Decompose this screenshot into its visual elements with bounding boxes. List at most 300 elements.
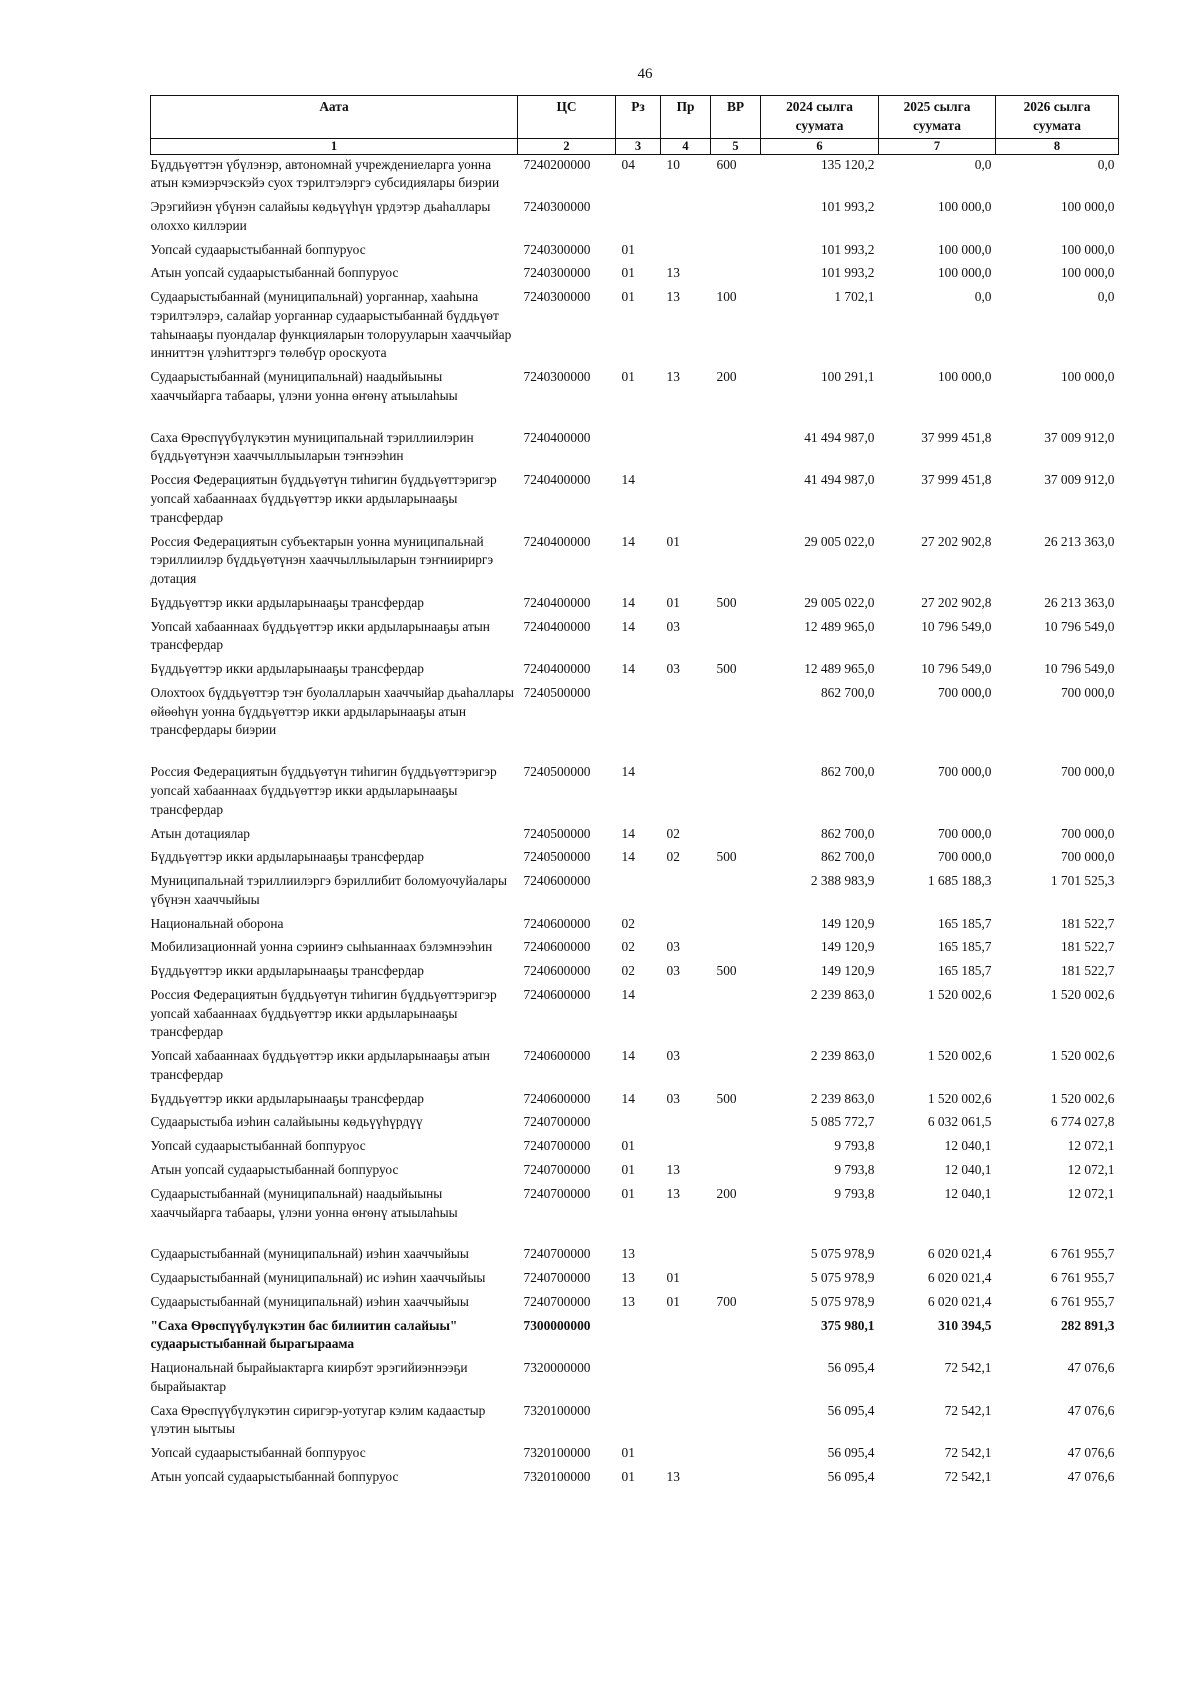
- row-amount-2026: 282 891,3: [1060, 1317, 1115, 1333]
- row-rz: [616, 1316, 661, 1359]
- row-rz: [616, 1401, 661, 1444]
- row-code: 7240400000: [523, 429, 591, 445]
- row-name: Судаарыстыбаннай (муниципальнай) иэһин хааччыйыы: [150, 1246, 469, 1262]
- row-amount-2024: 5 075 978,9: [810, 1293, 875, 1309]
- row-amount-2024: 100 291,1: [820, 369, 875, 385]
- row-pr: 01: [666, 1270, 680, 1286]
- row-pr: [661, 1112, 711, 1136]
- row-rz: 14: [621, 618, 635, 634]
- row-amount-2025: 12 040,1: [944, 1138, 992, 1154]
- row-amount-2024: 56 095,4: [827, 1445, 875, 1461]
- row-vr: [711, 914, 761, 938]
- row-amount-2025: 700 000,0: [937, 764, 992, 780]
- row-rz: [616, 197, 661, 240]
- row-rz: 02: [621, 939, 635, 955]
- row-name: Бүддьүѳттэр икки ардыларынааҕы трансфердар: [150, 849, 424, 865]
- row-code: 7240600000: [523, 915, 591, 931]
- column-number: 3: [616, 138, 661, 154]
- row-vr: [711, 1268, 761, 1292]
- row-name: Бүддьүөттэн үбүлэнэр, автономнай учреждениеларга уонна атын кэмиэрчэскэйэ суох тэрилтэлэргэ субсидиялары биэрии: [150, 156, 500, 191]
- row-pr: 13: [666, 1185, 680, 1201]
- row-pr: 02: [666, 849, 680, 865]
- table-row: [151, 1136, 1119, 1160]
- row-vr: [711, 617, 761, 660]
- row-rz: 13: [621, 1246, 635, 1262]
- row-name: Уопсай судаарыстыбаннай боппуруос: [150, 241, 366, 257]
- row-pr: 01: [666, 1293, 680, 1309]
- row-vr: 500: [716, 849, 737, 865]
- row-amount-2024: 29 005 022,0: [804, 533, 875, 549]
- row-amount-2026: 100 000,0: [1060, 241, 1115, 257]
- row-amount-2025: 12 040,1: [944, 1161, 992, 1177]
- table-row: [151, 937, 1119, 961]
- table-row: [151, 824, 1119, 848]
- row-name: Россия Федерациятын бүддьүѳтүн тиһигин бүддьүѳттэригэр уопсай хабааннаах бүддьүѳттэр икки ардыларынааҕы трансфердар: [150, 472, 497, 525]
- row-vr: [711, 683, 761, 762]
- row-name: Олохтоох бүддьүѳттэр тэҥ буолалларын хааччыйар дьаһаллары ѳйѳѳһүн уонна бүддьүѳттэр икки ардыларынааҕы атын трансфердары биэрии: [150, 684, 514, 738]
- row-name: Судаарыстыбаннай (муниципальнай) иэһин хааччыйыы: [150, 1293, 469, 1309]
- row-amount-2025: 310 394,5: [937, 1317, 992, 1333]
- row-rz: 01: [621, 1138, 635, 1154]
- header-2025: 2025 сылга суумата: [879, 96, 996, 139]
- row-rz: 14: [621, 849, 635, 865]
- row-amount-2024: 135 120,2: [820, 156, 875, 172]
- table-row: [151, 1160, 1119, 1184]
- table-row: [151, 532, 1119, 593]
- table-row: [151, 1244, 1119, 1268]
- row-vr: [711, 1136, 761, 1160]
- page-number: 46: [637, 66, 653, 82]
- row-amount-2025: 100 000,0: [937, 241, 992, 257]
- table-row: [151, 154, 1119, 197]
- row-name: Атын дотациялар: [150, 825, 250, 841]
- row-amount-2026: 47 076,6: [1067, 1445, 1115, 1461]
- row-rz: 01: [621, 1445, 635, 1461]
- row-code: 7320100000: [523, 1445, 591, 1461]
- row-amount-2025: 165 185,7: [937, 915, 992, 931]
- row-pr: 02: [666, 825, 680, 841]
- row-pr: [661, 240, 711, 264]
- row-code: 7240200000: [523, 156, 591, 172]
- row-code: 7240300000: [523, 369, 591, 385]
- row-vr: [711, 532, 761, 593]
- row-pr: 10: [666, 156, 680, 172]
- row-amount-2026: 10 796 549,0: [1044, 661, 1115, 677]
- row-rz: 14: [621, 1090, 635, 1106]
- row-code: 7320100000: [523, 1402, 591, 1418]
- row-amount-2024: 5 075 978,9: [810, 1270, 875, 1286]
- row-vr: [711, 1046, 761, 1089]
- row-code: 7240700000: [523, 1161, 591, 1177]
- row-rz: 01: [621, 1468, 635, 1484]
- row-pr: [661, 1443, 711, 1467]
- row-amount-2026: 700 000,0: [1060, 825, 1115, 841]
- table-row: [151, 470, 1119, 531]
- row-amount-2026: 700 000,0: [1060, 849, 1115, 865]
- row-amount-2025: 6 032 061,5: [927, 1114, 992, 1130]
- row-amount-2024: 1 702,1: [834, 289, 875, 305]
- row-amount-2024: 862 700,0: [820, 684, 875, 700]
- column-number: 2: [518, 138, 616, 154]
- row-name: Муниципальнай тэриллиилэргэ бэриллибит боломуочуйалары үбүнэн хааччыйыы: [150, 873, 508, 907]
- row-amount-2025: 1 685 188,3: [927, 873, 992, 889]
- row-code: 7240600000: [523, 873, 591, 889]
- row-amount-2024: 9 793,8: [834, 1138, 875, 1154]
- header-code: ЦС: [518, 96, 616, 139]
- row-pr: 03: [666, 1090, 680, 1106]
- row-amount-2026: 700 000,0: [1060, 684, 1115, 700]
- row-amount-2026: 181 522,7: [1060, 963, 1115, 979]
- row-amount-2025: 165 185,7: [937, 939, 992, 955]
- row-vr: 600: [716, 156, 737, 172]
- row-amount-2025: 27 202 902,8: [921, 533, 992, 549]
- row-amount-2026: 6 761 955,7: [1050, 1246, 1115, 1262]
- row-vr: [711, 470, 761, 531]
- row-amount-2026: 6 774 027,8: [1050, 1114, 1115, 1130]
- row-code: 7240700000: [523, 1185, 591, 1201]
- table-row: [151, 593, 1119, 617]
- row-code: 7320100000: [523, 1468, 591, 1484]
- header-rz: Рз: [616, 96, 661, 139]
- row-amount-2026: 700 000,0: [1060, 764, 1115, 780]
- row-name: Мобилизационнай уонна сэрииҥэ сыһыаннаах бэлэмнээһин: [150, 939, 493, 955]
- column-number: 1: [151, 138, 518, 154]
- row-code: 7240300000: [523, 199, 591, 215]
- row-rz: 14: [621, 661, 635, 677]
- row-name: Бүддьүѳттэр икки ардыларынааҕы трансфердар: [150, 594, 424, 610]
- row-pr: [661, 683, 711, 762]
- header-2026: 2026 сылга суумата: [996, 96, 1119, 139]
- row-amount-2026: 37 009 912,0: [1044, 429, 1115, 445]
- row-rz: [616, 683, 661, 762]
- row-amount-2024: 862 700,0: [820, 764, 875, 780]
- row-name: Атын уопсай судаарыстыбаннай боппуруос: [150, 1468, 399, 1484]
- row-rz: 14: [621, 986, 635, 1002]
- row-code: 7240500000: [523, 684, 591, 700]
- row-pr: [661, 1316, 711, 1359]
- row-rz: 14: [621, 533, 635, 549]
- row-amount-2025: 27 202 902,8: [921, 594, 992, 610]
- row-code: 7240700000: [523, 1138, 591, 1154]
- row-amount-2024: 41 494 987,0: [804, 472, 875, 488]
- row-vr: [711, 1112, 761, 1136]
- row-name: Бүддьүѳттэр икки ардыларынааҕы трансфердар: [150, 1090, 424, 1106]
- row-amount-2026: 47 076,6: [1067, 1360, 1115, 1376]
- column-number: 8: [996, 138, 1119, 154]
- row-vr: 200: [716, 1185, 737, 1201]
- row-name: Атын уопсай судаарыстыбаннай боппуруос: [150, 265, 399, 281]
- row-rz: [616, 1358, 661, 1401]
- row-amount-2025: 37 999 451,8: [921, 429, 992, 445]
- row-vr: [711, 985, 761, 1046]
- row-code: 7240400000: [523, 618, 591, 634]
- row-name: Эрэгийиэн үбүнэн салайыы кѳдьүүһүн үрдэтэр дьаһаллары олоххо киллэрии: [150, 199, 491, 233]
- row-code: 7240500000: [523, 764, 591, 780]
- row-vr: 500: [716, 661, 737, 677]
- row-name: Судаарыстыбаннай (муниципальнай) ис иэһин хааччыйыы: [150, 1270, 486, 1286]
- row-pr: [661, 428, 711, 471]
- column-number: 6: [761, 138, 879, 154]
- row-amount-2025: 700 000,0: [937, 684, 992, 700]
- row-rz: 01: [621, 1161, 635, 1177]
- row-code: 7240600000: [523, 1090, 591, 1106]
- row-code: 7240500000: [523, 825, 591, 841]
- row-rz: [616, 428, 661, 471]
- row-amount-2024: 375 980,1: [820, 1317, 875, 1333]
- row-name: Саха Ѳрѳспүүбүлүкэтин муниципальнай тэриллиилэрин бүддьүѳтүнэн хааччыллыыларын тэҥнээһин: [150, 429, 474, 464]
- row-pr: [661, 762, 711, 823]
- row-amount-2025: 0,0: [974, 289, 992, 305]
- row-amount-2026: 12 072,1: [1067, 1161, 1115, 1177]
- row-amount-2026: 0,0: [1097, 289, 1115, 305]
- row-pr: 03: [666, 618, 680, 634]
- row-amount-2024: 56 095,4: [827, 1468, 875, 1484]
- row-amount-2026: 100 000,0: [1060, 369, 1115, 385]
- row-name: Уопсай хабааннаах бүддьүѳттэр икки ардыларынааҕы атын трансфердар: [150, 618, 490, 653]
- row-vr: [711, 428, 761, 471]
- row-amount-2026: 26 213 363,0: [1044, 533, 1115, 549]
- row-vr: [711, 937, 761, 961]
- row-amount-2024: 5 085 772,7: [810, 1114, 875, 1130]
- row-amount-2024: 29 005 022,0: [804, 594, 875, 610]
- row-vr: 500: [716, 594, 737, 610]
- table-row: [151, 1089, 1119, 1113]
- row-pr: [661, 985, 711, 1046]
- budget-table: [150, 95, 1119, 1491]
- row-amount-2025: 10 796 549,0: [921, 661, 992, 677]
- row-vr: [711, 824, 761, 848]
- row-amount-2025: 72 542,1: [944, 1445, 992, 1461]
- row-amount-2025: 0,0: [974, 156, 992, 172]
- table-row: [151, 871, 1119, 914]
- row-amount-2025: 700 000,0: [937, 825, 992, 841]
- row-pr: 01: [666, 533, 680, 549]
- row-pr: 13: [666, 289, 680, 305]
- row-rz: 02: [621, 915, 635, 931]
- row-amount-2026: 6 761 955,7: [1050, 1293, 1115, 1309]
- row-code: 7240700000: [523, 1246, 591, 1262]
- row-pr: [661, 1136, 711, 1160]
- row-rz: 04: [621, 156, 635, 172]
- row-vr: [711, 1467, 761, 1491]
- row-rz: [616, 1112, 661, 1136]
- row-amount-2026: 0,0: [1097, 156, 1115, 172]
- row-amount-2025: 72 542,1: [944, 1360, 992, 1376]
- row-amount-2024: 9 793,8: [834, 1161, 875, 1177]
- row-vr: [711, 240, 761, 264]
- row-amount-2026: 1 520 002,6: [1050, 1090, 1115, 1106]
- row-amount-2024: 101 993,2: [820, 241, 875, 257]
- row-vr: [711, 1443, 761, 1467]
- row-amount-2024: 41 494 987,0: [804, 429, 875, 445]
- row-name: Судаарыстыбаннай (муниципальнай) наадыйыыны хааччыйарга табаары, үлэни уонна ѳҥѳнү атыылаһыы: [150, 1185, 458, 1220]
- row-code: 7240400000: [523, 533, 591, 549]
- row-amount-2026: 1 701 525,3: [1050, 873, 1115, 889]
- row-amount-2026: 37 009 912,0: [1044, 472, 1115, 488]
- row-amount-2026: 1 520 002,6: [1050, 986, 1115, 1002]
- table-body: [151, 154, 1119, 1491]
- table-row: [151, 1268, 1119, 1292]
- row-amount-2026: 100 000,0: [1060, 265, 1115, 281]
- row-vr: 700: [716, 1293, 737, 1309]
- row-code: 7240400000: [523, 661, 591, 677]
- row-pr: 13: [666, 1468, 680, 1484]
- row-amount-2024: 12 489 965,0: [804, 661, 875, 677]
- row-amount-2024: 2 239 863,0: [810, 986, 875, 1002]
- row-amount-2025: 1 520 002,6: [927, 1090, 992, 1106]
- row-name: Уопсай судаарыстыбаннай боппуруос: [150, 1445, 366, 1461]
- row-name: Россия Федерациятын субъектарын уонна муниципальнай тэриллиилэр бүддьүѳтүнэн хааччыллыыларын тэҥниириргэ дотация: [150, 533, 494, 587]
- row-code: 7240400000: [523, 472, 591, 488]
- row-amount-2024: 862 700,0: [820, 849, 875, 865]
- row-pr: [661, 914, 711, 938]
- row-rz: 01: [621, 289, 635, 305]
- row-name: Саха Ѳрѳспүүбүлүкэтин сиригэр-уотугар кэлим кадаастыр үлэтин ыытыы: [150, 1402, 486, 1437]
- table-row: [151, 287, 1119, 367]
- row-amount-2026: 1 520 002,6: [1050, 1048, 1115, 1064]
- row-name: Уопсай судаарыстыбаннай боппуруос: [150, 1138, 366, 1154]
- row-vr: [711, 1244, 761, 1268]
- row-vr: [711, 762, 761, 823]
- row-amount-2025: 165 185,7: [937, 963, 992, 979]
- row-pr: 03: [666, 963, 680, 979]
- row-amount-2024: 2 239 863,0: [810, 1090, 875, 1106]
- header-vr: ВР: [711, 96, 761, 139]
- row-vr: [711, 1401, 761, 1444]
- row-amount-2025: 72 542,1: [944, 1402, 992, 1418]
- row-pr: [661, 1244, 711, 1268]
- row-pr: [661, 470, 711, 531]
- row-rz: 01: [621, 1185, 635, 1201]
- row-name: Атын уопсай судаарыстыбаннай боппуруос: [150, 1161, 399, 1177]
- row-amount-2026: 181 522,7: [1060, 915, 1115, 931]
- row-name: Судаарыстыба иэһин салайыыны кѳдьүүһүрдүү: [150, 1114, 423, 1130]
- row-amount-2025: 6 020 021,4: [927, 1293, 992, 1309]
- row-pr: 13: [666, 369, 680, 385]
- column-number-row: [151, 138, 1119, 154]
- row-name: Уопсай хабааннаах бүддьүѳттэр икки ардыларынааҕы атын трансфердар: [150, 1048, 490, 1082]
- row-amount-2026: 6 761 955,7: [1050, 1270, 1115, 1286]
- row-amount-2025: 12 040,1: [944, 1185, 992, 1201]
- table-row: [151, 1358, 1119, 1401]
- row-pr: 03: [666, 939, 680, 955]
- row-amount-2024: 12 489 965,0: [804, 618, 875, 634]
- row-amount-2024: 149 120,9: [820, 915, 875, 931]
- row-code: 7240700000: [523, 1293, 591, 1309]
- row-name: Судаарыстыбаннай (муниципальнай) наадыйыыны хааччыйарга табаары, үлэни уонна ѳҥѳнү атыылаһыы: [150, 369, 458, 403]
- table-row: [151, 197, 1119, 240]
- table-row: [151, 762, 1119, 823]
- row-vr: 500: [716, 963, 737, 979]
- row-pr: [661, 1358, 711, 1401]
- table-row: [151, 1443, 1119, 1467]
- row-amount-2024: 56 095,4: [827, 1360, 875, 1376]
- row-amount-2025: 100 000,0: [937, 199, 992, 215]
- row-code: 7240600000: [523, 986, 591, 1002]
- row-rz: 14: [621, 764, 635, 780]
- row-name: Судаарыстыбаннай (муниципальнай) уорганнар, хааһына тэрилтэлэрэ, салайар уорганнар судаарыстыбаннай бүддьүѳт таһынааҕы пуондалар функцияларын толорууларын хааччыйар инниттэн үлэһиттэргэ тѳлѳбүр ороскуота: [150, 289, 512, 361]
- row-amount-2026: 47 076,6: [1067, 1402, 1115, 1418]
- row-rz: 01: [621, 241, 635, 257]
- table-row: [151, 1046, 1119, 1089]
- row-amount-2025: 37 999 451,8: [921, 472, 992, 488]
- row-code: 7240600000: [523, 963, 591, 979]
- column-number: 5: [711, 138, 761, 154]
- row-pr: [661, 197, 711, 240]
- row-rz: 02: [621, 963, 635, 979]
- row-amount-2025: 1 520 002,6: [927, 986, 992, 1002]
- row-amount-2024: 101 993,2: [820, 199, 875, 215]
- header-2024: 2024 сылга суумата: [761, 96, 879, 139]
- header-row: [151, 96, 1119, 139]
- row-code: 7240700000: [523, 1114, 591, 1130]
- row-code: 7240300000: [523, 289, 591, 305]
- table-row: [151, 367, 1119, 428]
- row-vr: [711, 197, 761, 240]
- row-code: 7240500000: [523, 849, 591, 865]
- column-number: 7: [879, 138, 996, 154]
- row-amount-2025: 6 020 021,4: [927, 1270, 992, 1286]
- row-code: 7240600000: [523, 939, 591, 955]
- row-name: Национальнай бырайыактарга киирбэт эрэгийиэннээҕи бырайыактар: [150, 1360, 468, 1394]
- row-amount-2026: 47 076,6: [1067, 1468, 1115, 1484]
- row-amount-2024: 149 120,9: [820, 963, 875, 979]
- row-rz: 01: [621, 369, 635, 385]
- table-row: [151, 428, 1119, 471]
- row-code: 7240700000: [523, 1270, 591, 1286]
- header-name: Аата: [151, 96, 518, 139]
- row-rz: 14: [621, 594, 635, 610]
- row-code: 7240300000: [523, 265, 591, 281]
- row-amount-2025: 1 520 002,6: [927, 1048, 992, 1064]
- row-rz: 13: [621, 1293, 635, 1309]
- row-rz: [616, 871, 661, 914]
- row-amount-2024: 2 388 983,9: [810, 873, 875, 889]
- row-rz: 14: [621, 1048, 635, 1064]
- row-amount-2024: 2 239 863,0: [810, 1048, 875, 1064]
- row-pr: 13: [666, 1161, 680, 1177]
- row-amount-2024: 149 120,9: [820, 939, 875, 955]
- header-pr: Пр: [661, 96, 711, 139]
- row-name: "Саха Ѳрѳспүүбүлүкэтин бас билиитин салайыы" судаарыстыбаннай бырагыраама: [150, 1317, 458, 1352]
- row-vr: [711, 871, 761, 914]
- row-amount-2025: 6 020 021,4: [927, 1246, 992, 1262]
- row-pr: [661, 871, 711, 914]
- column-number: 4: [661, 138, 711, 154]
- row-amount-2026: 100 000,0: [1060, 199, 1115, 215]
- table-row: [151, 617, 1119, 660]
- row-vr: [711, 1358, 761, 1401]
- table-row: [151, 659, 1119, 683]
- row-amount-2025: 100 000,0: [937, 369, 992, 385]
- table-row: [151, 961, 1119, 985]
- row-code: 7240300000: [523, 241, 591, 257]
- table-row: [151, 1467, 1119, 1491]
- row-amount-2024: 862 700,0: [820, 825, 875, 841]
- row-vr: 500: [716, 1090, 737, 1106]
- row-amount-2024: 5 075 978,9: [810, 1246, 875, 1262]
- row-code: 7320000000: [523, 1360, 591, 1376]
- table-row: [151, 1401, 1119, 1444]
- row-name: Бүддьүѳттэр икки ардыларынааҕы трансфердар: [150, 661, 424, 677]
- row-code: 7240600000: [523, 1048, 591, 1064]
- row-pr: 01: [666, 594, 680, 610]
- row-amount-2024: 101 993,2: [820, 265, 875, 281]
- table-row: [151, 1316, 1119, 1359]
- row-amount-2026: 10 796 549,0: [1044, 618, 1115, 634]
- row-name: Бүддьүѳттэр икки ардыларынааҕы трансфердар: [150, 963, 424, 979]
- row-pr: [661, 1401, 711, 1444]
